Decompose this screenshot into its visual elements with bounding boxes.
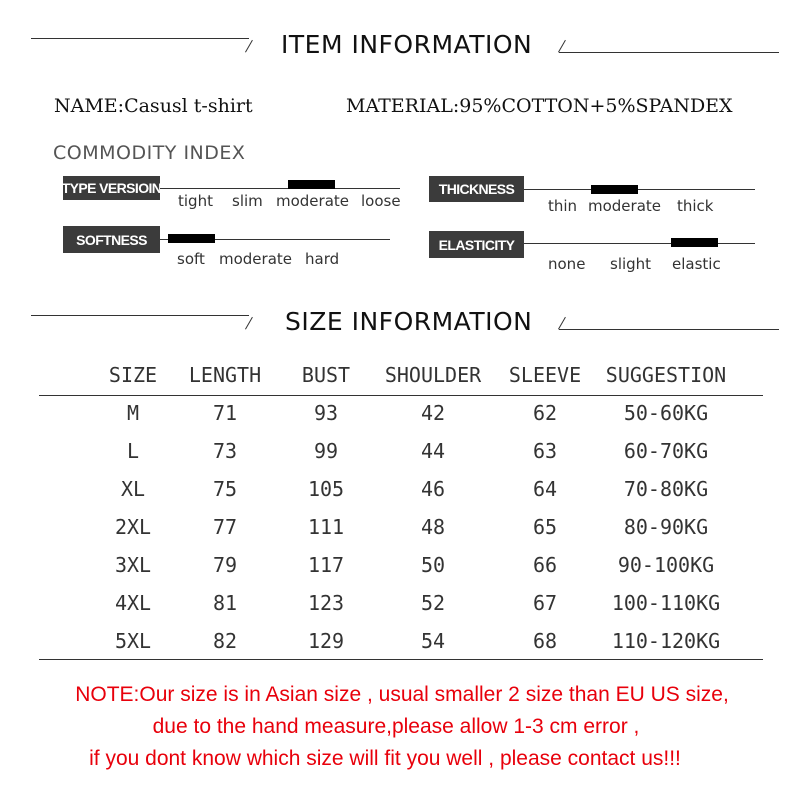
table-cell: 90-100KG: [617, 553, 715, 577]
table-cell: 123: [307, 591, 345, 615]
table-header-suggestion: SUGGESTION: [605, 363, 727, 387]
item-name: NAME:Casusl t-shirt: [54, 95, 253, 117]
table-cell: 110-120KG: [611, 629, 721, 653]
table-cell: 2XL: [114, 515, 152, 539]
elasticity-option: none: [548, 255, 586, 273]
table-cell: 71: [212, 401, 238, 425]
table-cell: 111: [307, 515, 345, 539]
table-cell: 117: [307, 553, 345, 577]
elasticity-marker: [671, 238, 718, 247]
table-cell: 4XL: [114, 591, 152, 615]
header-left-slash: [245, 40, 253, 53]
elasticity-line: [524, 243, 755, 244]
table-cell: 42: [420, 401, 446, 425]
table-cell: 79: [212, 553, 238, 577]
table-cell: 54: [420, 629, 446, 653]
thickness-marker: [591, 185, 638, 194]
thickness-option: thin: [548, 197, 578, 215]
item-section-title: ITEM INFORMATION: [281, 30, 533, 59]
table-cell: 105: [307, 477, 345, 501]
table-cell: 70-80KG: [623, 477, 709, 501]
table-cell: 75: [212, 477, 238, 501]
note-line-2: due to the hand measure,please allow 1-3 cm error ,: [152, 715, 640, 738]
header-right-line: [559, 52, 779, 53]
size-section-title: SIZE INFORMATION: [285, 307, 533, 336]
table-cell: 50-60KG: [623, 401, 709, 425]
table-header-shoulder: SHOULDER: [384, 363, 482, 387]
table-header-sleeve: SLEEVE: [508, 363, 582, 387]
thickness-option: thick: [677, 197, 714, 215]
note-line-1: NOTE:Our size is in Asian size , usual smaller 2 size than EU US size,: [75, 683, 729, 706]
table-cell: 68: [532, 629, 558, 653]
header-left-slash: [245, 317, 253, 330]
header-right-line: [559, 329, 779, 330]
table-cell: 63: [532, 439, 558, 463]
table-cell: 65: [532, 515, 558, 539]
header-right-slash: [558, 317, 566, 330]
table-header-bust: BUST: [301, 363, 351, 387]
type-version-line: [160, 188, 400, 189]
softness-label: SOFTNESS: [63, 226, 160, 253]
softness-option: soft: [177, 250, 205, 268]
table-cell: 62: [532, 401, 558, 425]
table-cell: 77: [212, 515, 238, 539]
table-cell: 99: [313, 439, 339, 463]
table-top-rule: [39, 395, 763, 396]
softness-option: moderate: [219, 250, 293, 268]
table-header-size: SIZE: [108, 363, 158, 387]
table-cell: 46: [420, 477, 446, 501]
table-cell: 52: [420, 591, 446, 615]
table-bottom-rule: [39, 659, 763, 660]
thickness-option: moderate: [588, 197, 662, 215]
table-cell: XL: [120, 477, 146, 501]
elasticity-option: slight: [610, 255, 652, 273]
type-version-option: loose: [361, 192, 401, 210]
table-cell: 129: [307, 629, 345, 653]
table-cell: 100-110KG: [611, 591, 721, 615]
table-cell: 48: [420, 515, 446, 539]
item-material: MATERIAL:95%COTTON+5%SPANDEX: [346, 95, 733, 117]
commodity-index-title: COMMODITY INDEX: [53, 142, 246, 164]
thickness-label: THICKNESS: [429, 176, 524, 202]
table-cell: 93: [313, 401, 339, 425]
table-cell: L: [126, 439, 140, 463]
note-line-3: if you dont know which size will fit you well , please contact us!!!: [89, 747, 681, 770]
elasticity-label: ELASTICITY: [429, 231, 524, 258]
table-cell: 80-90KG: [623, 515, 709, 539]
table-cell: 73: [212, 439, 238, 463]
type-version-marker: [288, 180, 335, 189]
elasticity-option: elastic: [672, 255, 721, 273]
softness-marker: [168, 234, 215, 243]
table-cell: 64: [532, 477, 558, 501]
type-version-label: TYPE VERSIOIN: [63, 176, 160, 200]
table-cell: 66: [532, 553, 558, 577]
table-cell: 3XL: [114, 553, 152, 577]
table-cell: 60-70KG: [623, 439, 709, 463]
type-version-option: slim: [232, 192, 263, 210]
header-left-line: [31, 315, 249, 316]
type-version-option: tight: [178, 192, 213, 210]
table-header-length: LENGTH: [188, 363, 262, 387]
thickness-line: [524, 189, 755, 190]
type-version-option: moderate: [276, 192, 350, 210]
table-cell: 81: [212, 591, 238, 615]
table-cell: 5XL: [114, 629, 152, 653]
table-cell: 44: [420, 439, 446, 463]
table-cell: M: [126, 401, 140, 425]
header-left-line: [31, 38, 249, 39]
table-cell: 67: [532, 591, 558, 615]
table-cell: 50: [420, 553, 446, 577]
table-cell: 82: [212, 629, 238, 653]
header-right-slash: [558, 40, 566, 53]
softness-option: hard: [305, 250, 340, 268]
